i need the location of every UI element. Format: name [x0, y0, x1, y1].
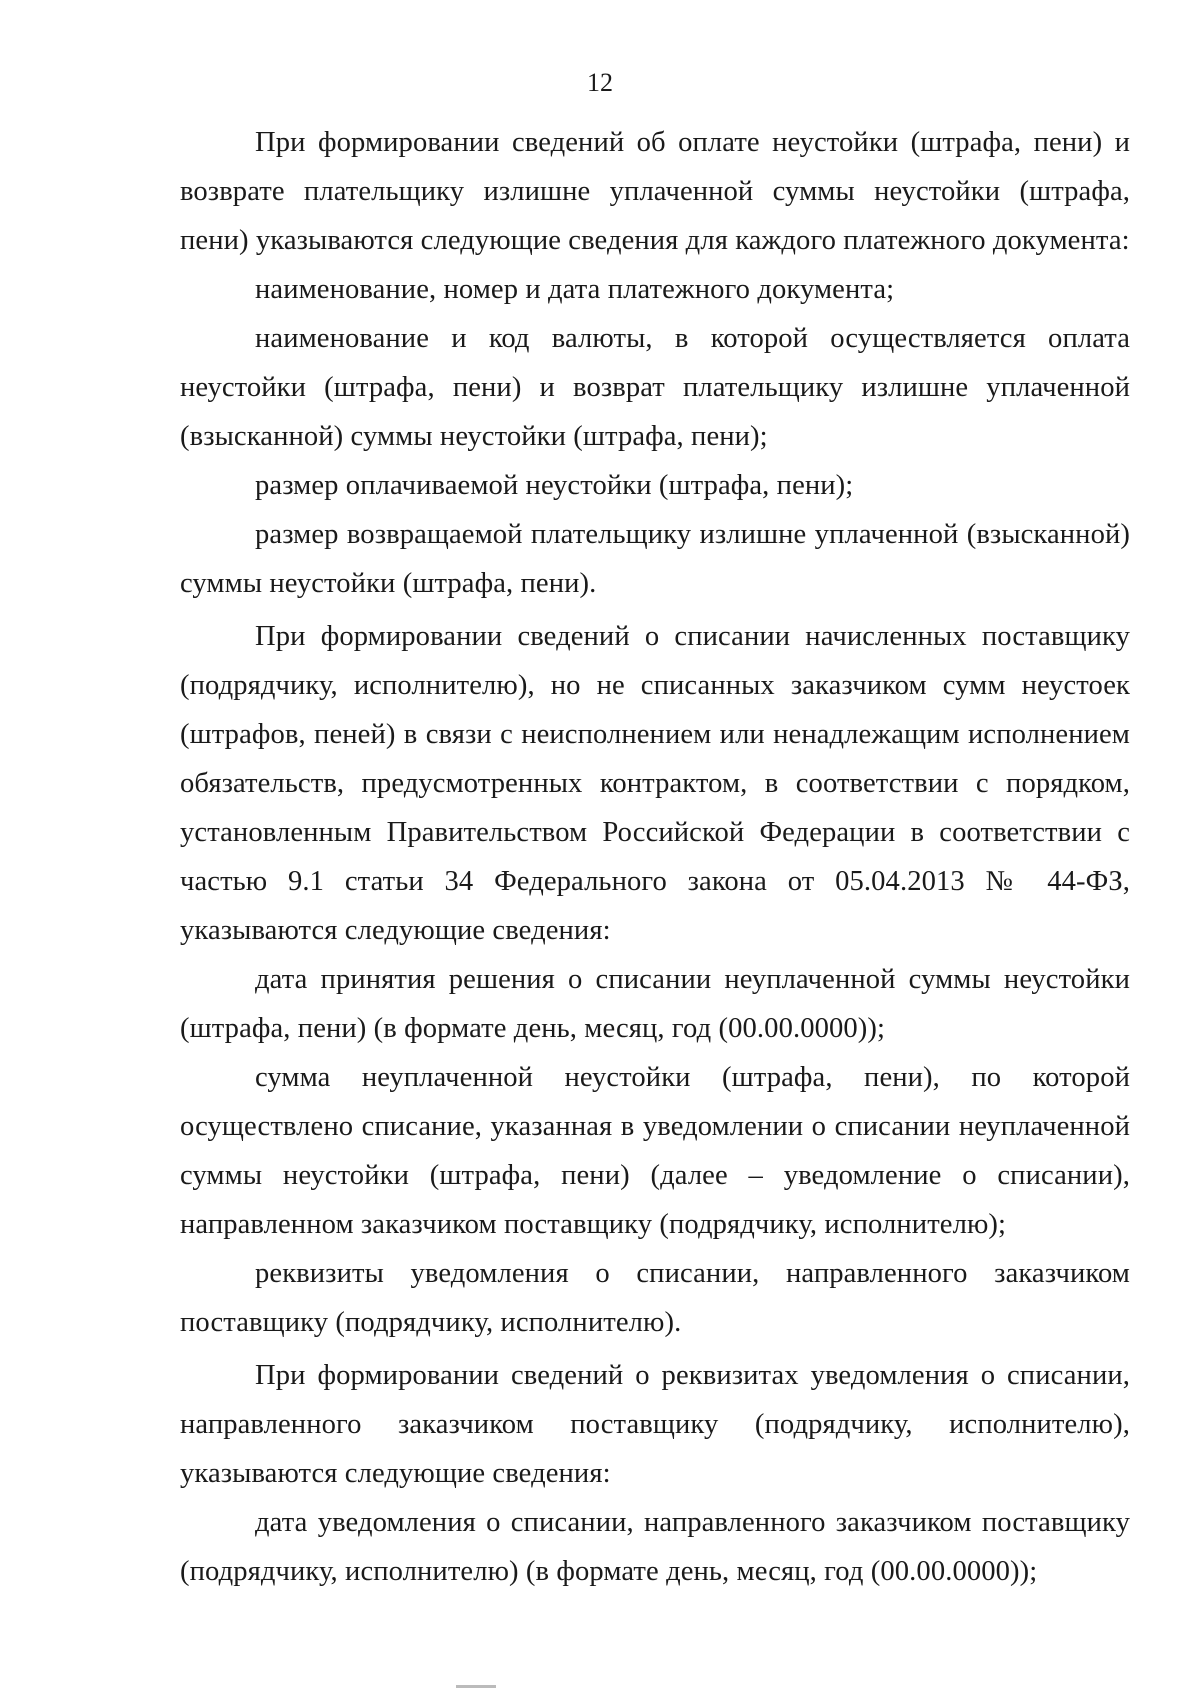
- paragraph-notice-date: дата уведомления о списании, направленного заказчиком поставщику (подрядчику, исполнителю) (в формате день, месяц, год (00.00.0000));: [180, 1507, 1130, 1587]
- document-body: [180, 118, 1130, 1596]
- paragraph-currency: наименование и код валюты, в которой осуществляется оплата неустойки (штрафа, пени) и возврат плательщику излишне уплаченной (взысканной) суммы неустойки (штрафа, пени);: [180, 323, 1130, 452]
- page-number: 12: [587, 68, 613, 97]
- paragraph-unpaid-sum: сумма неуплаченной неустойки (штрафа, пени), по которой осуществлено списание, указанная в уведомлении о списании неуплаченной суммы неустойки (штрафа, пени) (далее – уведомление о списании), направленном заказчиком поставщику (подрядчику, исполнителю);: [180, 1062, 1130, 1240]
- paragraph-penalty-amount: размер оплачиваемой неустойки (штрафа, пени);: [255, 470, 854, 501]
- paragraph-decision-date: дата принятия решения о списании неуплаченной суммы неустойки (штрафа, пени) (в формате день, месяц, год (00.00.0000));: [180, 964, 1130, 1044]
- scan-artifact: [456, 1685, 496, 1688]
- paragraph-notice-details: реквизиты уведомления о списании, направленного заказчиком поставщику (подрядчику, исполнителю).: [180, 1258, 1130, 1338]
- paragraph-notice-intro: При формировании сведений о реквизитах уведомления о списании, направленного заказчиком поставщику (подрядчику, исполнителю), указываются следующие сведения:: [180, 1360, 1130, 1489]
- paragraph-refund-amount: размер возвращаемой плательщику излишне уплаченной (взысканной) суммы неустойки (штрафа, пени).: [180, 519, 1130, 599]
- paragraph-payment-info-intro: При формировании сведений об оплате неустойки (штрафа, пени) и возврате плательщику излишне уплаченной суммы неустойки (штрафа, пени) указываются следующие сведения для каждого платежного документа:: [180, 127, 1130, 256]
- paragraph-payment-doc-name: наименование, номер и дата платежного документа;: [255, 274, 895, 305]
- paragraph-write-off-intro: При формировании сведений о списании начисленных поставщику (подрядчику, исполнителю), но не списанных заказчиком сумм неустоек (штрафов, пеней) в связи с неисполнением или ненадлежащим исполнением обязательств, предусмотренных контрактом, в соответствии с порядком, установленным Правительством Российской Федерации в соответствии с частью 9.1 статьи 34 Федерального закона от 05.04.2013 № 44-ФЗ, указываются следующие сведения:: [180, 621, 1130, 946]
